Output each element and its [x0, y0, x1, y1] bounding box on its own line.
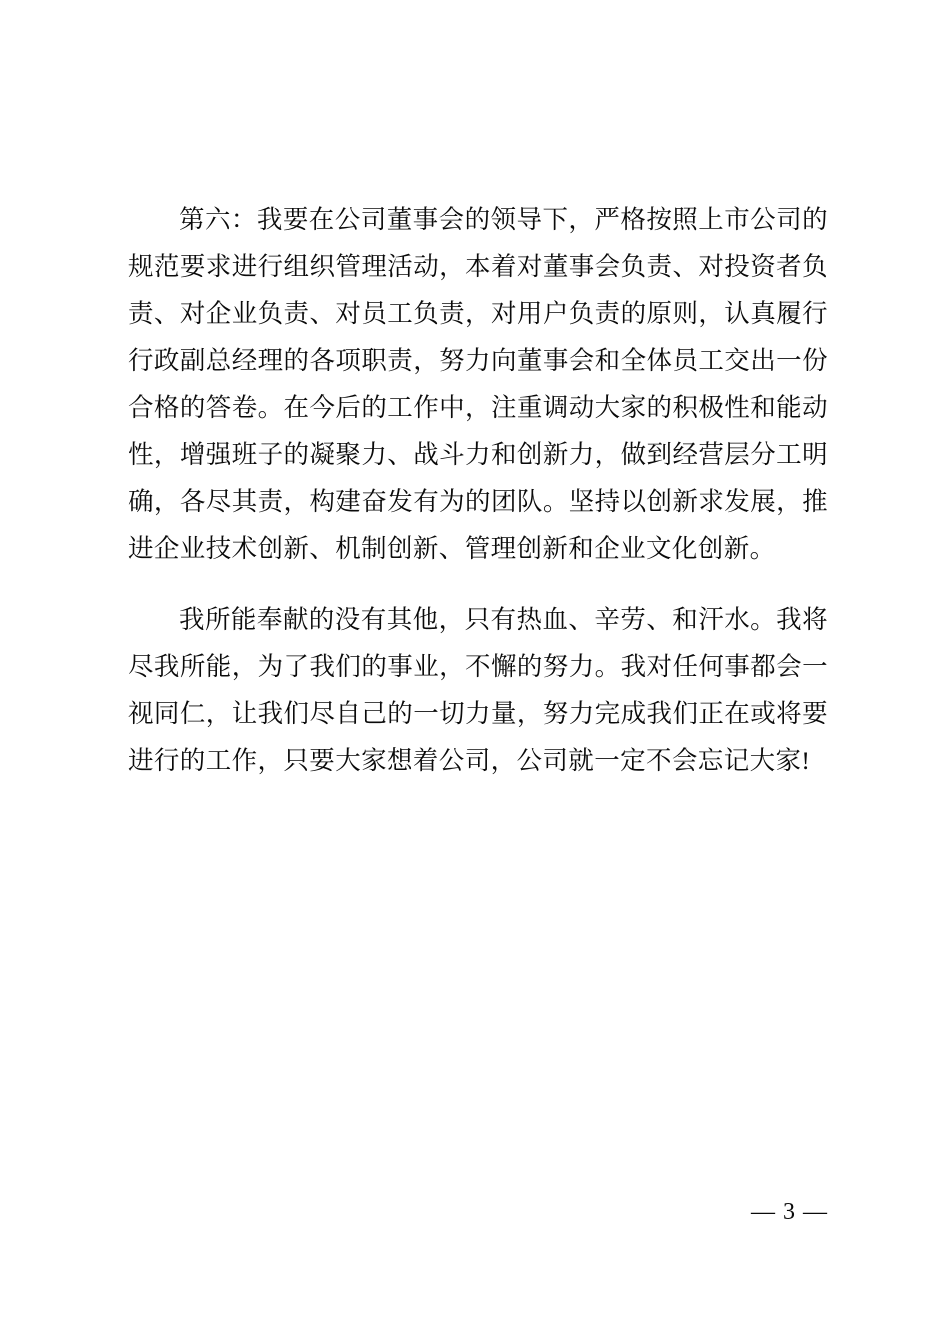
- document-body: [128, 196, 828, 784]
- paragraph-1: 第六：我要在公司董事会的领导下，严格按照上市公司的规范要求进行组织管理活动，本着对董事会负责、对投资者负责、对企业负责、对员工负责，对用户负责的原则，认真履行行政副总经理的各项职责，努力向董事会和全体员工交出一份合格的答卷。在今后的工作中，注重调动大家的积极性和能动性，增强班子的凝聚力、战斗力和创新力，做到经营层分工明确，各尽其责，构建奋发有为的团队。坚持以创新求发展，推进企业技术创新、机制创新、管理创新和企业文化创新。: [128, 205, 828, 563]
- page-number: — 3 —: [751, 1199, 828, 1225]
- paragraph-2: 我所能奉献的没有其他，只有热血、辛劳、和汗水。我将尽我所能，为了我们的事业，不懈的努力。我对任何事都会一视同仁，让我们尽自己的一切力量，努力完成我们正在或将要进行的工作，只要大家想着公司，公司就一定不会忘记大家!: [128, 605, 828, 775]
